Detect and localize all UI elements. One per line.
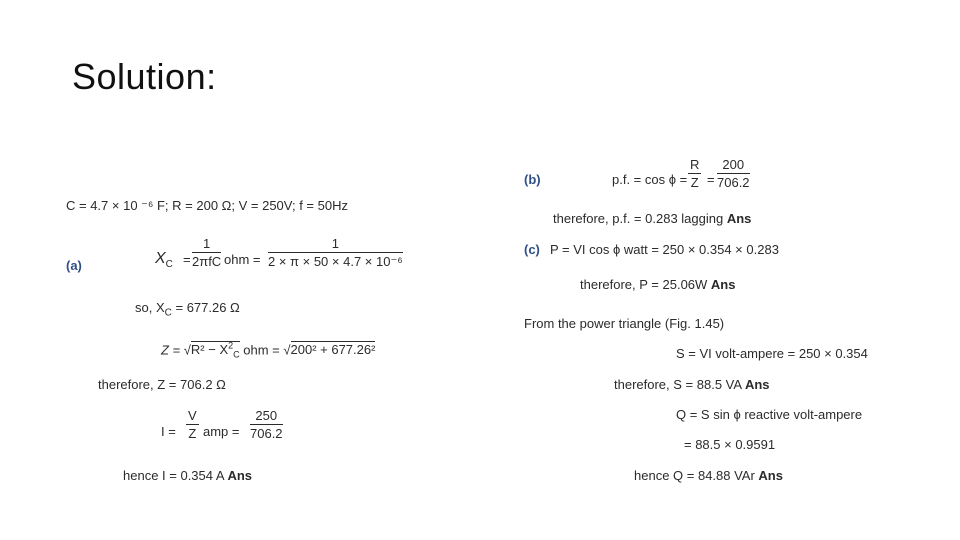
therefore-p: therefore, P = 25.06W Ans [580,277,736,292]
part-b-label: (b) [524,172,541,187]
current-lhs: I = [161,424,176,439]
therefore-s: therefore, S = 88.5 VA Ans [614,377,770,392]
hence-q-answer: hence Q = 84.88 VAr Ans [634,468,783,483]
xc-lhs: $X_C$ [155,250,173,271]
equals-sign: = [183,252,191,267]
fraction-xc-formula: 1 2πfC [192,236,222,269]
apparent-power-equation: S = VI volt-ampere = 250 × 0.354 [676,346,868,361]
amp-equals: amp = [203,424,240,439]
fraction-xc-values: $\frac{1}{\text{2 × π × 50 × 4.7 × 10⁻⁶}}$ [268,236,403,269]
impedance-equation: $Z = √R^2 - X^2_C$ ohm = √200² + 677.26² [161,341,376,360]
power-equation: P = VI cos ϕ watt = 250 × 0.354 × 0.283 [550,242,779,257]
fraction-v-over-z: $\frac{V}{Z}$ [188,408,197,441]
hence-i-answer: hence I = 0.354 A Ans [123,468,253,483]
part-a-label: (a) [66,258,82,273]
reactive-power-equation: Q = S sin ϕ reactive volt-ampere [676,407,863,422]
given-values: C = 4.7 × 10 ⁻⁶ F; R = 200 Ω; V = 250V; f = 50Hz [66,198,348,213]
therefore-z: therefore, Z = 706.2 Ω [98,377,226,392]
ohm-equals: ohm = [224,252,261,267]
fraction-pf-values: $\frac{200}{706.2}$ [717,157,750,190]
reactive-power-substitution: = 88.5 × 0.9591 [684,437,776,452]
slide-title: Solution: [72,56,217,97]
therefore-pf: therefore, p.f. = 0.283 lagging Ans [553,211,752,226]
so-xc-result: so, $X_C = 677.26$ Ω [135,300,240,319]
pf-lhs: p.f. = cos ϕ = [612,172,688,187]
equals-sign-2: = [707,172,715,187]
part-c-label: (c) [524,242,540,257]
fraction-r-over-z: $\frac{R}{Z}$ [690,157,700,190]
fraction-current-values: $\frac{250}{706.2}$ [250,408,283,441]
power-triangle-intro: From the power triangle (Fig. 1.45) [524,316,725,331]
